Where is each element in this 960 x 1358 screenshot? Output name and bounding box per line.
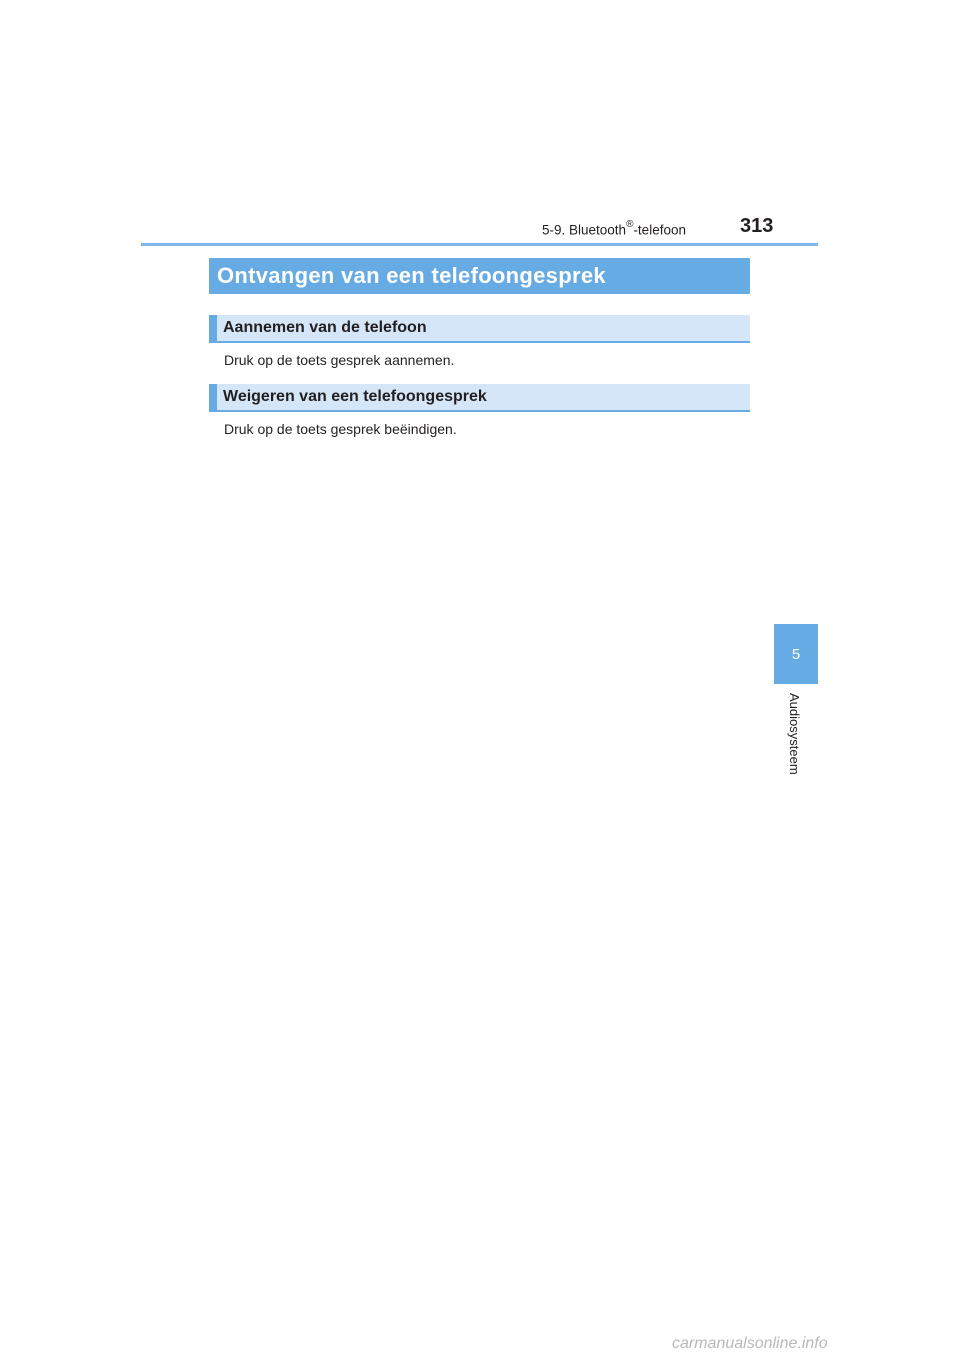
subsection-heading-answer	[209, 315, 750, 343]
header-section-suffix: -telefoon	[633, 222, 686, 238]
chapter-label: Audiosysteem	[787, 693, 802, 775]
header-section-prefix: 5-9. Bluetooth	[542, 222, 627, 238]
section-title: Ontvangen van een telefoongesprek	[217, 263, 606, 288]
body-text-answer: Druk op de toets gesprek aannemen.	[224, 352, 455, 368]
header-divider	[141, 243, 818, 246]
running-header	[542, 221, 686, 238]
chapter-number: 5	[791, 645, 801, 663]
header-registered-mark: ®	[626, 219, 634, 230]
subsection-title: Aannemen van de telefoon	[223, 319, 427, 336]
watermark-text: carmanualsonline.info	[672, 1335, 828, 1352]
subsection-title: Weigeren van een telefoongesprek	[223, 388, 487, 405]
chapter-tab	[774, 624, 818, 684]
page-number: 313	[740, 215, 774, 237]
section-title-bar	[209, 258, 750, 294]
body-text-reject: Druk op de toets gesprek beëindigen.	[224, 421, 457, 437]
subsection-heading-reject	[209, 384, 750, 412]
